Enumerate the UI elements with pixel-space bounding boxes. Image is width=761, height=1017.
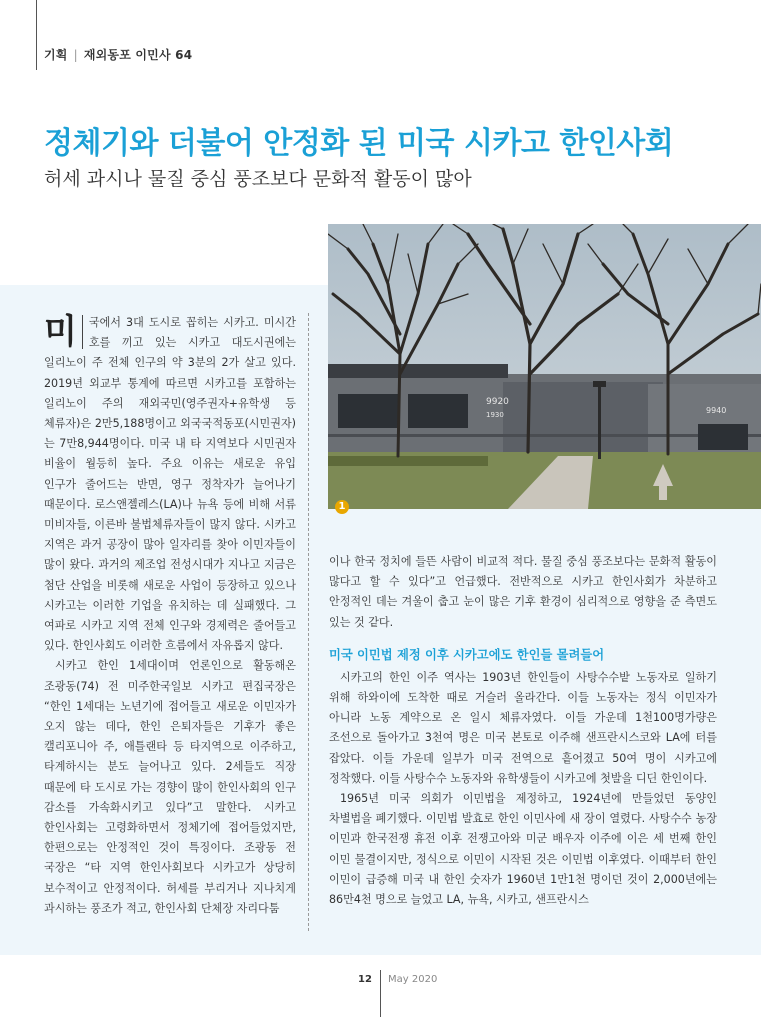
section-heading: 미국 이민법 제정 이후 시카고에도 한인들 몰려들어	[329, 647, 605, 662]
drop-cap: 미	[44, 315, 83, 349]
issue-date: May 2020	[388, 974, 438, 985]
right-paragraph-2: 1965년 미국 의회가 이민법을 제정하고, 1924년에 만들었던 동양인 차별법을 폐기했다. 이민법 발효로 한인 이민사에 새 장이 열렸다. 사탕수수 농장 이민과 한국전쟁 휴전 이후 전쟁고아와 미군 배우자 이주에 이은 세 번째 한인 이민 물결이지만, 정식으로 이민이 시작된 것은 이민법 이후였다. 이때부터 한인 이민이 급증해 미국 내 한인 숫자가 1960년 1만1천 명이던 것이 2,000년에는 86만4천 명으로 늘었고 LA, 뉴욕, 시카고, 샌프란시스	[329, 792, 717, 907]
left-paragraph-1-text: 국에서 3대 도시로 꼽히는 시카고. 미시간 호를 끼고 있는 시카고 대도시권에는 일리노이 주 전체 인구의 약 3분의 2가 살고 있다. 2019년 외교부 통계에 따르면 시카고를 포함하는 일리노이 주의 재외국민(영주권자+유학생 등 체류자)은 2만5,188명이고 외국국적동포(시민권자)는 7만8,944명이다. 미국 내 타 지역보다 시민권자 비율이 월등히 높다. 주요 이유는 새로운 유입 인구가 줄어드는 반면, 영구 정착자가 늘어나기 때문이다. 로스앤젤레스(LA)나 뉴욕 등에 비해 서류 미비자들, 이른바 불법체류자들이 많지 않다. 시카고 지역은 과거 공장이 많아 일자리를 찾아 이민자들이 많이 왔다. 과거의 제조업 전성시대가 지나고 지금은 첨단 산업을 비롯해 새로운 사업이 등장하고 있으나 시카고는 이러한 기업을 유치하는 데 실패했다. 그 여파로 시카고 지역 전체 인구와 경제력은 줄어들고 있다. 한인사회도 이러한 흐름에서 자유롭지 않다.	[44, 316, 296, 653]
article-subtitle: 허세 과시나 물질 중심 풍조보다 문화적 활동이 많아	[44, 168, 472, 190]
photo-number-badge: 1	[335, 500, 349, 514]
right-intro-paragraph: 이나 한국 정치에 들뜬 사람이 비교적 적다. 물질 중심 풍조보다는 문화적 활동이 많다고 할 수 있다”고 언급했다. 전반적으로 시카고 한인사회가 차분하고 안정적인 데는 겨울이 춥고 눈이 많은 기후 환경이 심리적으로 영향을 준 측면도 있는 것 같다.	[329, 555, 717, 629]
address-sign-9940: 9940	[706, 406, 727, 415]
article-title: 정체기와 더불어 안정화 된 미국 시카고 한인사회	[44, 126, 674, 161]
right-text-column	[329, 552, 717, 910]
left-paragraph-1	[44, 313, 296, 656]
section-header	[44, 46, 192, 63]
left-text-column	[44, 313, 296, 919]
header-separator: |	[73, 48, 78, 62]
address-sign-9920: 9920	[486, 397, 509, 407]
building-photo-illustration	[328, 224, 761, 509]
section-label: 기획	[44, 48, 68, 62]
series-label: 재외동포 이민사 64	[83, 48, 193, 62]
right-paragraph-1: 시카고의 한인 이주 역사는 1903년 한인들이 사탕수수밭 노동자로 일하기 위해 하와이에 도착한 때로 거슬러 올라간다. 이들 노동자는 정식 이민자가 아니라 노동 계약으로 온 일시 체류자였다. 이들 가운데 1천100명가량은 조선으로 돌아가고 3천여 명은 미국 본토로 이주해 샌프란시스코와 LA에 터를 잡았다. 이들 가운데 일부가 미국 전역으로 흩어졌고 50여 명이 시카고에 정착했다. 이들 사탕수수 노동자와 유학생들이 시카고에 첫발을 디딘 한인이다.	[329, 670, 717, 785]
column-divider	[308, 313, 309, 931]
page-number: 12	[358, 974, 372, 985]
left-paragraph-2: 시카고 한인 1세대이며 언론인으로 활동해온 조광동(74) 전 미주한국일보 시카고 편집국장은 “한인 1세대는 노년기에 접어들고 새로운 이민자가 오지 않는 데다, 한인 은퇴자들은 기후가 좋은 캘리포니아 주, 애틀랜타 등 타지역으로 이주하고, 타계하시는 분도 늘어나고 있다. 2세들도 직장 때문에 타 도시로 가는 경향이 많이 한인사회의 인구 감소를 가속화시키고 있다”고 말한다. 시카고 한인사회는 고령화하면서 정체기에 접어들었지만, 한편으로는 안정적인 것이 특징이다. 조광동 전 국장은 “타 지역 한인사회보다 시카고가 상당히 보수적이고 안정적이다. 허세를 부리거나 지나치게 과시하는 풍조가 적고, 한인사회 단체장 자리다툼	[44, 659, 296, 915]
building-photo	[328, 224, 761, 509]
address-sign-1930: 1930	[486, 411, 504, 419]
footer-rule	[380, 970, 381, 1017]
top-rule	[36, 0, 37, 70]
